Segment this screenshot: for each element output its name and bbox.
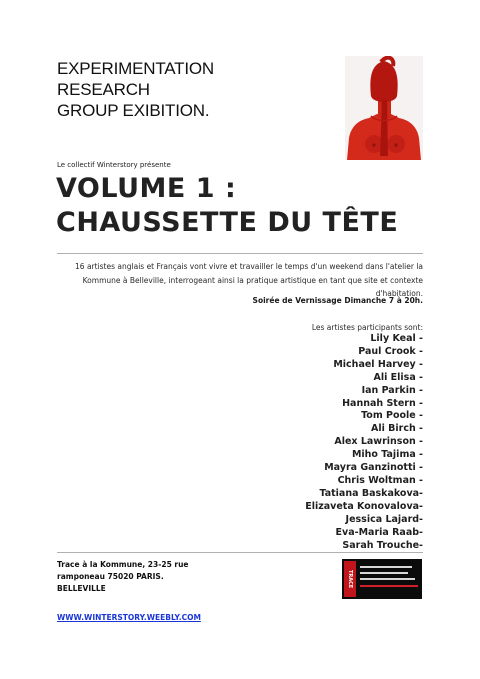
website-link[interactable]: WWW.WINTERSTORY.WEEBLY.COM — [57, 613, 201, 622]
venue-address — [57, 559, 257, 595]
divider — [57, 253, 423, 254]
flyer-text-line — [360, 566, 412, 568]
intro-line: d'habitation. — [375, 289, 423, 298]
vernissage-info: Soirée de Vernissage Dimanche 7 à 20h. — [252, 296, 423, 305]
red-figure-photo — [345, 56, 423, 160]
artists-heading: Les artistes participants sont: — [311, 323, 423, 332]
intro-line: 16 artistes anglais et Français vont vivre et travailler le temps d'un weekend dans l'atelier la — [75, 262, 423, 271]
flyer-text-line — [360, 578, 415, 580]
address-line: BELLEVILLE — [57, 584, 106, 593]
intro-paragraph — [63, 260, 423, 301]
artist-name: Paul Crook - — [358, 345, 423, 357]
header-title-line: EXPERIMENTATION — [57, 59, 214, 78]
artist-name: Eva-Maria Raab- — [335, 526, 423, 538]
header-title-line: GROUP EXIBITION. — [57, 101, 210, 120]
exhibition-title — [56, 172, 436, 240]
artist-name: Alex Lawrinson - — [334, 436, 423, 448]
artist-name: Miho Tajima - — [351, 449, 423, 461]
header-title-line: RESEARCH — [57, 80, 150, 99]
address-line: Trace à la Kommune, 23-25 rue — [57, 560, 189, 569]
artist-name: Hannah Stern - — [342, 397, 423, 409]
red-figure-illustration — [345, 56, 423, 160]
artist-name: Tom Poole - — [361, 410, 423, 422]
artist-name: Mayra Ganzinotti - — [324, 462, 423, 474]
artist-name: Chris Woltman - — [337, 474, 423, 486]
flyer-text-line — [360, 572, 408, 574]
artist-name: Michael Harvey - — [333, 358, 423, 370]
intro-line: Kommune à Belleville, interrogeant ainsi la pratique artistique en tant que site et contexte — [82, 275, 423, 285]
artist-name: Ali Elisa - — [373, 371, 423, 383]
artist-name: Tatiana Baskakova- — [319, 487, 423, 499]
title-line-1: VOLUME 1 : — [56, 173, 237, 204]
address-line: ramponeau 75020 PARIS. — [57, 572, 164, 581]
artist-name: Jessica Lajard- — [345, 513, 423, 525]
artist-name: Lily Keal - — [370, 333, 423, 344]
presenter-line: Le collectif Winterstory présente — [57, 161, 171, 169]
artist-list — [305, 333, 423, 552]
title-line-2: CHAUSSETTE DU TÊTE — [56, 207, 399, 238]
flyer-thumbnail — [342, 559, 422, 599]
artist-name: Ian Parkin - — [361, 384, 423, 396]
flyer-logo-mark: TRACE — [344, 561, 356, 597]
header-title — [57, 58, 327, 121]
artist-name: Elizaveta Konovalova- — [305, 500, 423, 512]
divider — [57, 552, 423, 553]
flyer-text-line — [360, 585, 418, 587]
artist-name: Ali Birch - — [371, 423, 423, 435]
artist-name: Sarah Trouche- — [342, 539, 423, 551]
